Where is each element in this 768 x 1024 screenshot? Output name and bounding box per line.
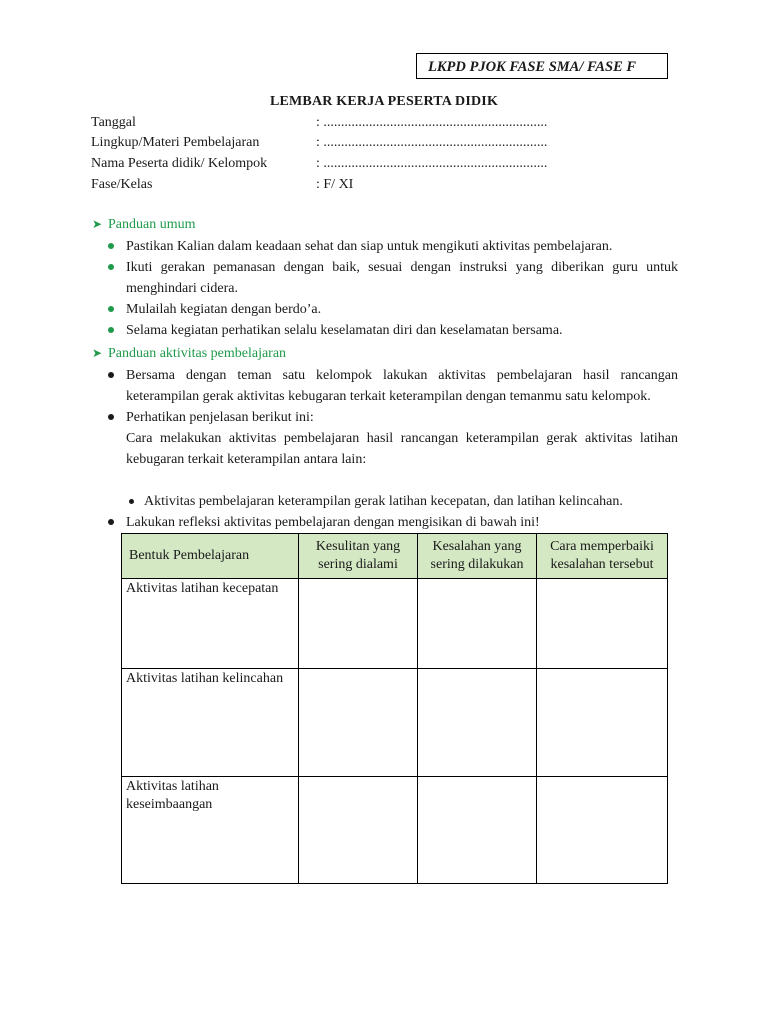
bullet-icon	[108, 264, 114, 270]
list-item: Ikuti gerakan pemanasan dengan baik, sesuai dengan instruksi yang diberikan guru untuk menghindari cidera.	[106, 257, 678, 299]
table-header-row	[122, 534, 668, 579]
bullet-icon	[108, 414, 114, 420]
column-header: Bentuk Pembelajaran	[122, 534, 299, 579]
reflection-table	[121, 533, 668, 884]
answer-cell[interactable]	[299, 579, 418, 669]
panduan-aktivitas-list	[106, 365, 678, 470]
aktivitas-sub-list	[126, 491, 678, 512]
list-item: Pastikan Kalian dalam keadaan sehat dan siap untuk mengikuti aktivitas pembelajaran.	[106, 236, 678, 257]
row-label: Aktivitas latihan kecepatan	[122, 579, 299, 669]
bullet-icon	[129, 499, 134, 504]
field-label: Tanggal	[91, 115, 136, 130]
list-item: Bersama dengan teman satu kelompok lakukan aktivitas pembelajaran hasil rancangan keterampilan gerak aktivitas kebugaran terkait keterampilan dengan temanmu satu kelompok.	[106, 365, 678, 407]
field-value[interactable]: : ................................................................	[316, 135, 548, 150]
answer-cell[interactable]	[537, 579, 668, 669]
answer-cell[interactable]	[537, 777, 668, 884]
arrow-right-icon: ➤	[92, 346, 103, 360]
section-heading-aktivitas	[92, 346, 286, 362]
column-header: Cara memperbaiki kesalahan tersebut	[537, 534, 668, 579]
answer-cell[interactable]	[299, 669, 418, 777]
row-label: Aktivitas latihan keseimbaangan	[122, 777, 299, 884]
section-heading-text: Panduan aktivitas pembelajaran	[108, 346, 287, 361]
bullet-icon	[108, 327, 114, 333]
table-row	[122, 579, 668, 669]
answer-cell[interactable]	[418, 777, 537, 884]
column-header: Kesalahan yang sering dilakukan	[418, 534, 537, 579]
bullet-icon	[108, 372, 114, 378]
answer-cell[interactable]	[418, 669, 537, 777]
table-row	[122, 669, 668, 777]
panduan-umum-list	[106, 236, 678, 341]
answer-cell[interactable]	[299, 777, 418, 884]
answer-cell[interactable]	[418, 579, 537, 669]
arrow-right-icon: ➤	[92, 217, 103, 231]
field-label: Lingkup/Materi Pembelajaran	[91, 135, 260, 150]
page-title: LEMBAR KERJA PESERTA DIDIK	[269, 94, 499, 109]
bullet-icon	[108, 243, 114, 249]
document-code: LKPD PJOK FASE SMA/ FASE F	[428, 59, 637, 75]
bullet-icon	[108, 519, 114, 525]
list-item: Mulailah kegiatan dengan berdo’a.	[106, 299, 678, 320]
field-value[interactable]: : ................................................................	[316, 115, 548, 130]
field-label: Nama Peserta didik/ Kelompok	[91, 156, 268, 171]
field-value: : F/ XI	[316, 177, 354, 192]
field-label: Fase/Kelas	[91, 177, 153, 192]
section-heading-text: Panduan umum	[108, 217, 196, 232]
table-row	[122, 777, 668, 884]
column-header: Kesulitan yang sering dialami	[299, 534, 418, 579]
answer-cell[interactable]	[537, 669, 668, 777]
document-code-box	[416, 53, 668, 79]
refleksi-list	[106, 512, 678, 533]
list-item: Perhatikan penjelasan berikut ini: Cara melakukan aktivitas pembelajaran hasil rancangan keterampilan gerak aktivitas latihan kebugaran terkait keterampilan antara lain:	[106, 407, 678, 470]
section-heading-umum	[92, 217, 196, 233]
list-item: Lakukan refleksi aktivitas pembelajaran dengan mengisikan di bawah ini!	[106, 512, 678, 533]
list-item: Selama kegiatan perhatikan selalu keselamatan diri dan keselamatan bersama.	[106, 320, 678, 341]
bullet-icon	[108, 306, 114, 312]
list-item: Aktivitas pembelajaran keterampilan gerak latihan kecepatan, dan latihan kelincahan.	[126, 491, 678, 512]
row-label: Aktivitas latihan kelincahan	[122, 669, 299, 777]
field-value[interactable]: : ................................................................	[316, 156, 548, 171]
